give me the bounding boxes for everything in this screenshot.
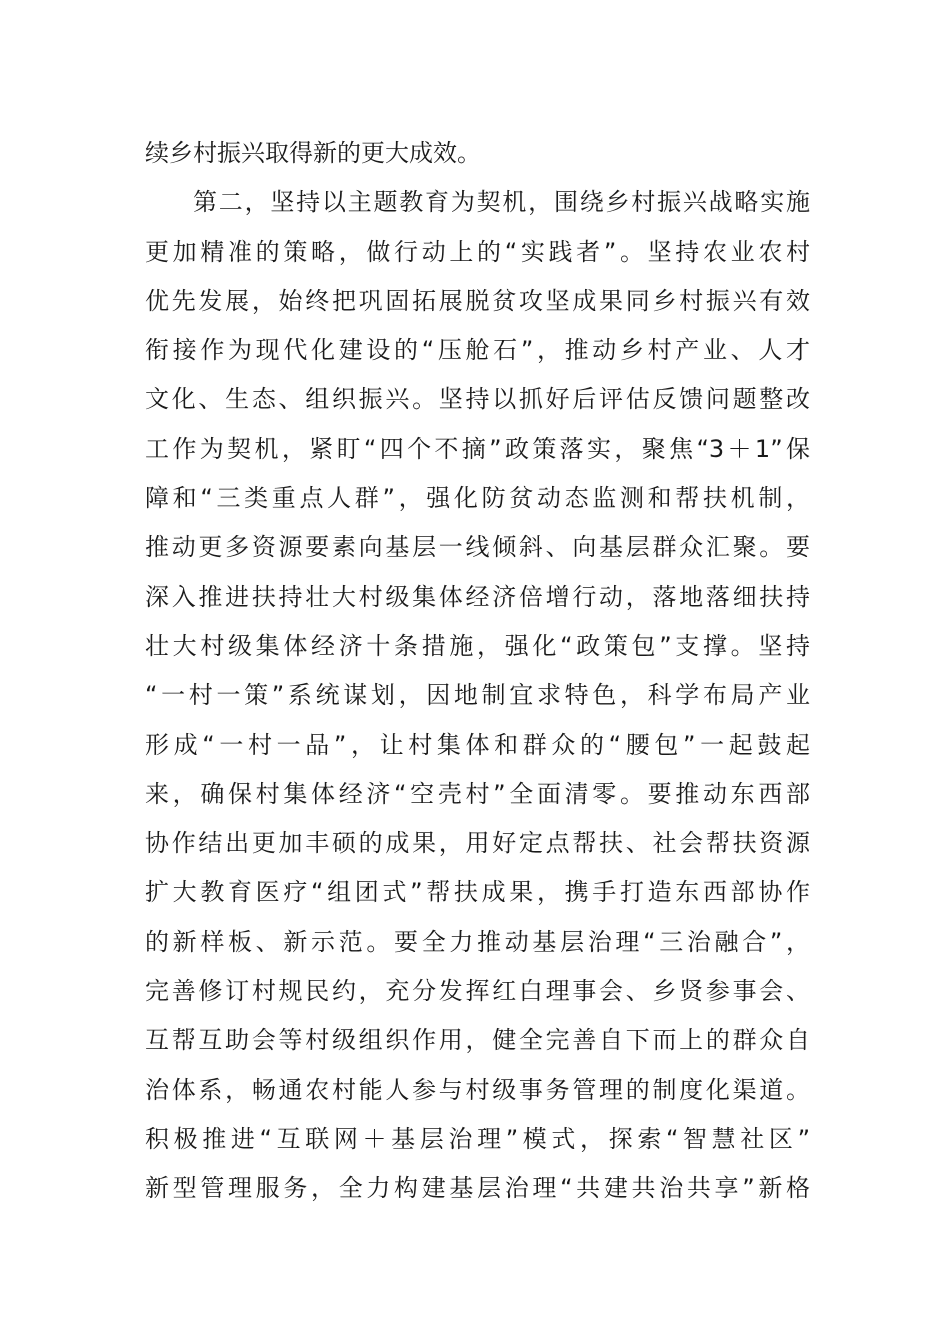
text-line: 新型管理服务，全力构建基层治理“共建共治共享”新格 xyxy=(145,1174,810,1203)
text-line: 续乡村振兴取得新的更大成效。 xyxy=(145,139,481,167)
text-line: 工作为契机，紧盯“四个不摘”政策落实，聚焦“3＋1”保 xyxy=(145,434,810,463)
text-line: 治体系，畅通农村能人参与村级事务管理的制度化渠道。 xyxy=(145,1075,810,1104)
body-text xyxy=(145,129,810,1214)
text-line: 协作结出更加丰硕的成果，用好定点帮扶、社会帮扶资源 xyxy=(145,829,810,858)
text-line: 的新样板、新示范。要全力推动基层治理“三治融合”， xyxy=(145,927,810,956)
text-line: 形成“一村一品”，让村集体和群众的“腰包”一起鼓起 xyxy=(145,730,810,759)
text-line: 衔接作为现代化建设的“压舱石”，推动乡村产业、人才 xyxy=(145,336,810,365)
text-line: 深入推进扶持壮大村级集体经济倍增行动，落地落细扶持 xyxy=(145,582,810,611)
text-line: 扩大教育医疗“组团式”帮扶成果，携手打造东西部协作 xyxy=(145,878,810,907)
text-line: 文化、生态、组织振兴。坚持以抓好后评估反馈问题整改 xyxy=(145,385,810,414)
text-line: 完善修订村规民约，充分发挥红白理事会、乡贤参事会、 xyxy=(145,977,810,1006)
text-line: “一村一策”系统谋划，因地制宜求特色，科学布局产业 xyxy=(145,681,810,710)
text-line: 壮大村级集体经济十条措施，强化“政策包”支撑。坚持 xyxy=(145,631,810,660)
text-line: 来，确保村集体经济“空壳村”全面清零。要推动东西部 xyxy=(145,779,810,808)
paragraph-first-line: 第二，坚持以主题教育为契机，围绕乡村振兴战略实施 xyxy=(193,188,810,217)
text-line: 积极推进“互联网＋基层治理”模式，探索“智慧社区” xyxy=(145,1124,810,1153)
text-line: 更加精准的策略，做行动上的“实践者”。坚持农业农村 xyxy=(145,237,810,266)
text-line: 推动更多资源要素向基层一线倾斜、向基层群众汇聚。要 xyxy=(145,533,810,562)
text-line: 优先发展，始终把巩固拓展脱贫攻坚成果同乡村振兴有效 xyxy=(145,286,810,315)
text-line: 障和“三类重点人群”，强化防贫动态监测和帮扶机制， xyxy=(145,484,810,513)
text-line: 互帮互助会等村级组织作用，健全完善自下而上的群众自 xyxy=(145,1026,810,1055)
